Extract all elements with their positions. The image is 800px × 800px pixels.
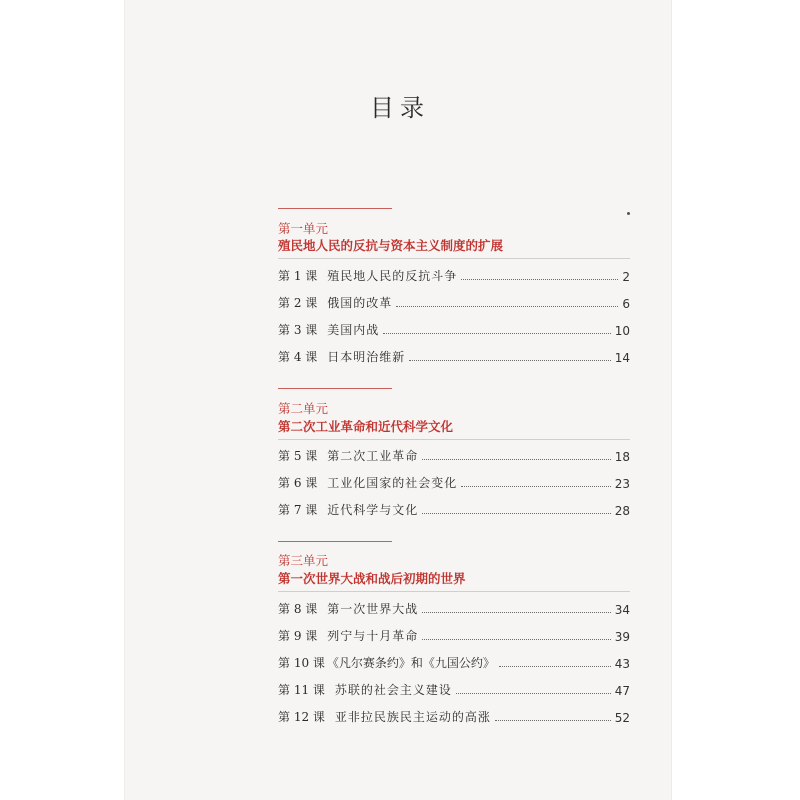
- page-number: 47: [614, 684, 630, 698]
- unit-3-label: 第三单元: [278, 553, 329, 568]
- dot-leader: [461, 279, 618, 280]
- lesson-number: 第 8 课: [278, 602, 318, 616]
- lesson-title: 列宁与十月革命: [327, 629, 419, 643]
- dot-leader: [499, 666, 611, 667]
- dot-leader: [422, 612, 610, 613]
- lesson-1[interactable]: [278, 266, 630, 284]
- lesson-8[interactable]: [278, 599, 630, 617]
- page-number: 52: [614, 711, 630, 725]
- lesson-title: 殖民地人民的反抗斗争: [327, 269, 458, 283]
- page-number: 14: [614, 351, 630, 365]
- lesson-title: 《凡尔赛条约》和《九国公约》: [326, 656, 495, 670]
- lesson-number: 第 10 课: [278, 656, 325, 670]
- unit-2-separator: [278, 439, 630, 440]
- unit-1-rule: [278, 208, 392, 209]
- lesson-title: 工业化国家的社会变化: [327, 476, 458, 490]
- dot-leader: [495, 720, 611, 721]
- lesson-number: 第 3 课: [278, 323, 318, 337]
- page-title: 目录: [370, 94, 430, 122]
- unit-2-rule: [278, 388, 392, 389]
- unit-3-separator: [278, 591, 630, 592]
- lesson-title: 苏联的社会主义建设: [334, 683, 452, 697]
- page-number: 10: [614, 324, 630, 338]
- unit-3-title: 第一次世界大战和战后初期的世界: [278, 571, 466, 586]
- lesson-title: 第一次世界大战: [327, 602, 419, 616]
- lesson-7[interactable]: [278, 500, 630, 518]
- lesson-title: 美国内战: [327, 323, 380, 337]
- dot-leader: [422, 639, 610, 640]
- dot-leader: [383, 333, 610, 334]
- lesson-11[interactable]: [278, 680, 630, 698]
- lesson-number: 第 2 课: [278, 296, 318, 310]
- page-number: 23: [614, 477, 630, 491]
- unit-2-title: 第二次工业革命和近代科学文化: [278, 419, 454, 434]
- lesson-title: 第二次工业革命: [327, 449, 419, 463]
- lesson-number: 第 9 课: [278, 629, 318, 643]
- lesson-2[interactable]: [278, 293, 630, 311]
- scan-speck: [627, 212, 630, 215]
- dot-leader: [422, 459, 610, 460]
- lesson-12[interactable]: [278, 707, 630, 725]
- unit-3-rule: [278, 541, 392, 542]
- lesson-3[interactable]: [278, 320, 630, 338]
- lesson-number: 第 12 课: [278, 710, 325, 724]
- lesson-number: 第 4 课: [278, 350, 318, 364]
- page-number: 34: [614, 603, 630, 617]
- lesson-5[interactable]: [278, 446, 630, 464]
- unit-1-separator: [278, 258, 630, 259]
- lesson-title: 俄国的改革: [327, 296, 393, 310]
- dot-leader: [396, 306, 618, 307]
- lesson-9[interactable]: [278, 626, 630, 644]
- lesson-number: 第 7 课: [278, 503, 318, 517]
- page-number: 28: [614, 504, 630, 518]
- lesson-title: 亚非拉民族民主运动的高涨: [334, 710, 491, 724]
- lesson-number: 第 11 课: [278, 683, 325, 697]
- unit-1-title: 殖民地人民的反抗与资本主义制度的扩展: [278, 238, 504, 253]
- lesson-number: 第 5 课: [278, 449, 318, 463]
- unit-1-label: 第一单元: [278, 221, 329, 236]
- page-number: 43: [614, 657, 630, 671]
- lesson-4[interactable]: [278, 347, 630, 365]
- dot-leader: [461, 486, 610, 487]
- page-number: 39: [614, 630, 630, 644]
- page-number: 2: [622, 270, 630, 284]
- dot-leader: [422, 513, 610, 514]
- lesson-10[interactable]: [278, 653, 630, 671]
- page-number: 18: [614, 450, 630, 464]
- lesson-number: 第 1 课: [278, 269, 318, 283]
- dot-leader: [409, 360, 610, 361]
- lesson-title: 日本明治维新: [327, 350, 406, 364]
- lesson-6[interactable]: [278, 473, 630, 491]
- lesson-number: 第 6 课: [278, 476, 318, 490]
- dot-leader: [456, 693, 611, 694]
- unit-2-label: 第二单元: [278, 401, 329, 416]
- page-number: 6: [622, 297, 630, 311]
- lesson-title: 近代科学与文化: [327, 503, 419, 517]
